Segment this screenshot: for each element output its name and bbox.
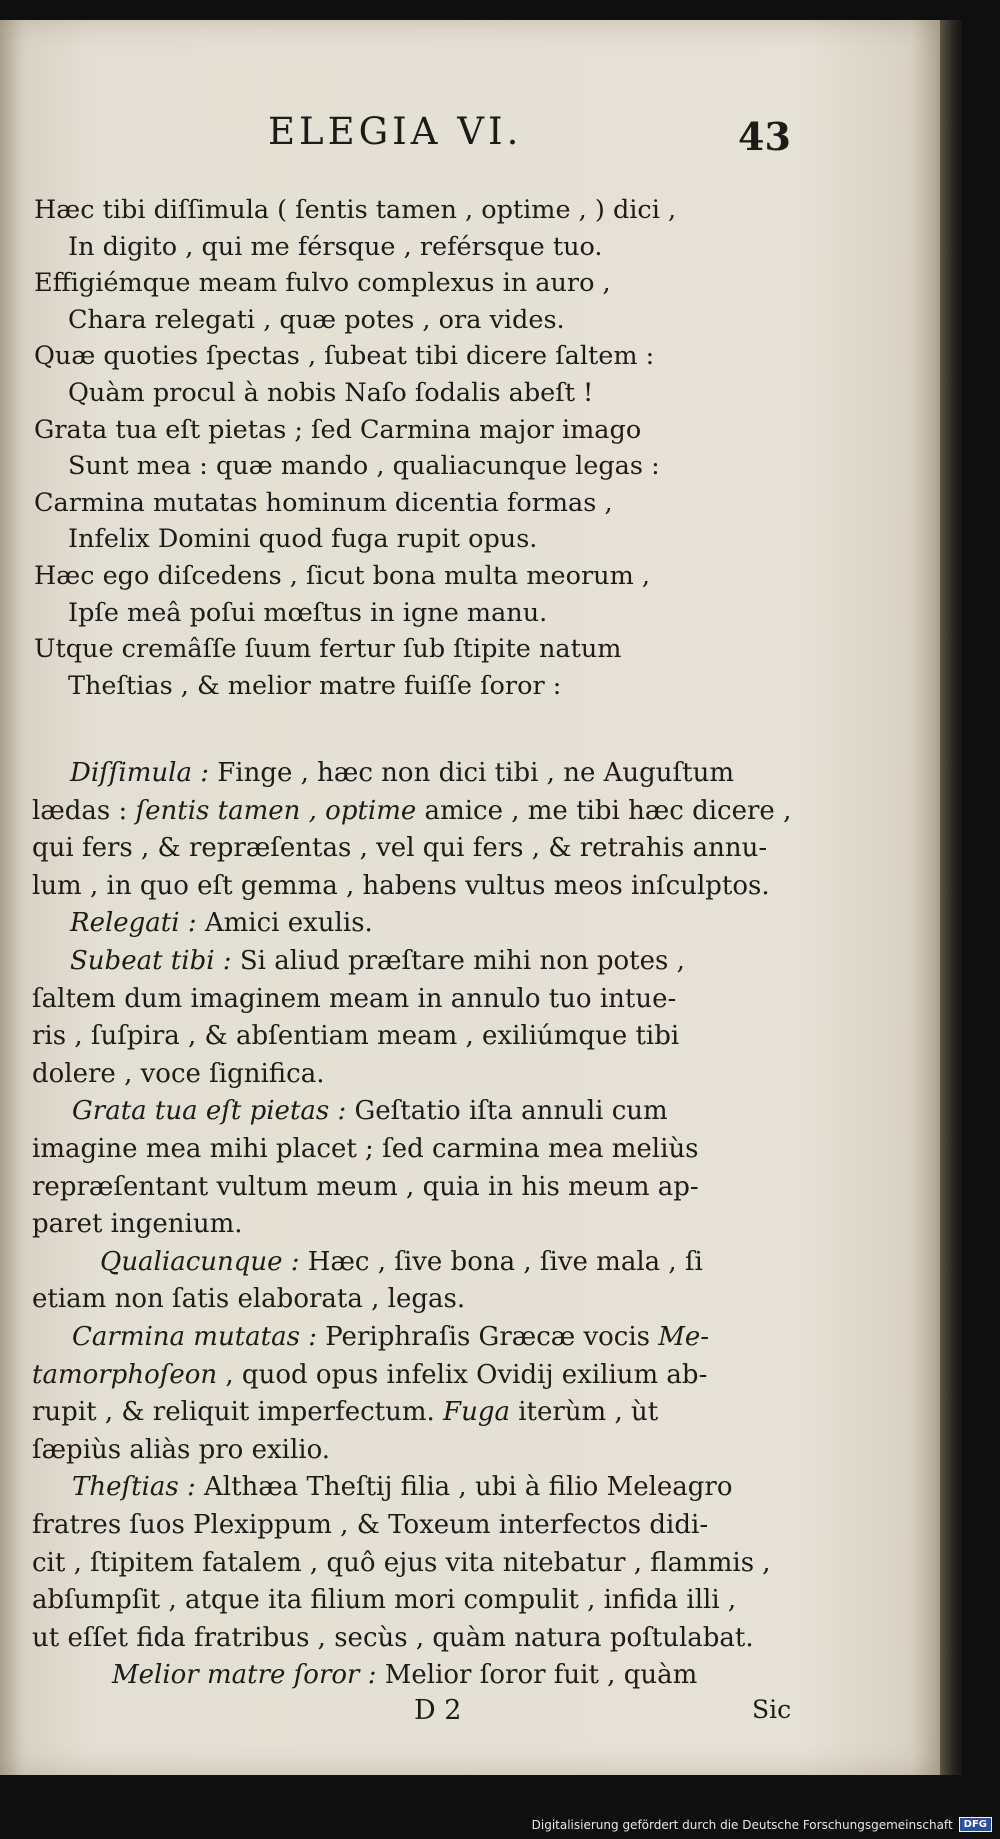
verse-line: Utque cremâſſe ſuum fertur ſub ſtipite natum bbox=[34, 634, 622, 665]
commentary-text: paret ingenium. bbox=[32, 1209, 243, 1240]
commentary-line bbox=[32, 1397, 658, 1427]
commentary-text: Periphraſis Græcæ vocis bbox=[316, 1322, 659, 1352]
commentary-lemma: Diſſimula : bbox=[70, 758, 209, 788]
page-header-title: ELEGIA VI. bbox=[268, 110, 523, 153]
verse-line: Grata tua eſt pietas ; ſed Carmina major imago bbox=[34, 414, 642, 445]
verse-line: Carmina mutatas hominum dicentia formas , bbox=[34, 487, 613, 518]
verse-line: Quæ quoties ſpectas , ſubeat tibi dicere ſaltem : bbox=[34, 341, 655, 372]
commentary-text: Si aliud præſtare mihi non potes , bbox=[231, 946, 685, 976]
commentary-text: imagine mea mihi placet ; ſed carmina mea meliùs bbox=[32, 1134, 699, 1164]
scan-footer-text: Digitalisierung gefördert durch die Deutsche Forschungsgemeinschaft bbox=[531, 1817, 953, 1832]
dfg-logo: DFG bbox=[959, 1817, 992, 1832]
verse-line: Quàm procul à nobis Naſo ſodalis abeſt ! bbox=[68, 378, 594, 408]
commentary-line bbox=[32, 796, 791, 826]
catchword: Sic bbox=[752, 1695, 792, 1724]
commentary-text: iterùm , ùt bbox=[509, 1397, 659, 1428]
commentary-line bbox=[32, 1435, 330, 1465]
commentary-text: ris , ſuſpira , & abſentiam meam , exiliúmque tibi bbox=[32, 1021, 680, 1052]
commentary-text: Hæc , ſive bona , ſive mala , ſi bbox=[299, 1246, 703, 1277]
commentary-line bbox=[32, 1059, 324, 1089]
verse-line: Sunt mea : quæ mando , qualiacunque legas : bbox=[68, 451, 660, 482]
commentary-text: repræſentant vultum meum , quia in his meum ap- bbox=[32, 1171, 699, 1202]
commentary-text: dolere , voce ſignifica. bbox=[32, 1058, 325, 1089]
commentary-text: Althæa Theſtij filia , ubi à filio Meleagro bbox=[195, 1472, 733, 1503]
commentary-text: Melior ſoror fuit , quàm bbox=[376, 1660, 698, 1691]
commentary-line bbox=[112, 1660, 697, 1690]
commentary-text: qui fers , & repræſentas , vel qui fers , & retrahis annu- bbox=[32, 833, 768, 864]
commentary-text: , quod opus infelix Ovidij exilium ab- bbox=[217, 1359, 708, 1390]
commentary-lemma: Fuga bbox=[443, 1397, 510, 1428]
verse-line: Hæc ego diſcedens , ſicut bona multa meorum , bbox=[34, 561, 650, 591]
commentary-text: ut eſſet fida fratribus , secùs , quàm natura poſtulabat. bbox=[32, 1622, 754, 1653]
commentary-line bbox=[70, 908, 373, 938]
commentary-line bbox=[32, 1021, 679, 1051]
commentary-lemma: Me- bbox=[658, 1322, 710, 1352]
commentary-text: rupit , & reliquit imperfectum. bbox=[32, 1397, 444, 1428]
book-page bbox=[0, 20, 940, 1775]
commentary-lemma: Theſtias : bbox=[72, 1472, 196, 1503]
commentary-lemma: Carmina mutatas : bbox=[72, 1322, 317, 1352]
commentary-line bbox=[70, 758, 734, 788]
commentary-line bbox=[32, 984, 676, 1014]
commentary-text: Finge , hæc non dici tibi , ne Auguſtum bbox=[208, 758, 734, 788]
commentary-text: Amici exulis. bbox=[196, 908, 373, 939]
commentary-text: etiam non ſatis elaborata , legas. bbox=[32, 1284, 466, 1315]
commentary-line bbox=[32, 1510, 708, 1540]
commentary-lemma: Relegati : bbox=[70, 908, 197, 939]
commentary-line bbox=[32, 1623, 754, 1653]
verse-line: Theſtias , & melior matre fuiſſe ſoror : bbox=[68, 670, 562, 701]
signature-mark: D 2 bbox=[414, 1695, 462, 1726]
commentary-line bbox=[32, 1585, 736, 1615]
commentary-text: ſæpiùs aliàs pro exilio. bbox=[32, 1434, 331, 1465]
commentary-text: abſumpſit , atque ita filium mori compulit , infida illi , bbox=[32, 1585, 737, 1616]
commentary-line bbox=[32, 1172, 699, 1202]
commentary-lemma: Grata tua eſt pietas : bbox=[72, 1096, 347, 1127]
verse-line: Effigiémque meam fulvo complexus in auro , bbox=[34, 268, 611, 299]
commentary-text: lum , in quo eſt gemma , habens vultus meos inſculptos. bbox=[32, 870, 770, 901]
verse-line: Hæc tibi diſſimula ( ſentis tamen , optime , ) dici , bbox=[34, 195, 677, 225]
commentary-line bbox=[32, 833, 767, 863]
commentary-text: cit , ſtipitem fatalem , quô ejus vita nitebatur , flammis , bbox=[32, 1547, 771, 1578]
commentary-text: ſaltem dum imaginem meam in annulo tuo intue- bbox=[32, 983, 677, 1014]
scan-footer bbox=[532, 1817, 992, 1832]
commentary-line bbox=[32, 1284, 465, 1314]
page-edge-shadow bbox=[940, 20, 962, 1775]
commentary-line bbox=[32, 871, 770, 901]
commentary-text: Geſtatio iſta annuli cum bbox=[346, 1096, 668, 1127]
commentary-lemma: Melior matre ſoror : bbox=[112, 1660, 377, 1691]
commentary-lemma: ſentis tamen , optime bbox=[135, 795, 417, 826]
commentary-text: fratres ſuos Plexippum , & Toxeum interfectos didi- bbox=[32, 1510, 709, 1540]
commentary-line bbox=[72, 1322, 709, 1352]
commentary-text: amice , me tibi hæc dicere , bbox=[416, 795, 792, 826]
commentary-line bbox=[32, 1360, 707, 1390]
commentary-line bbox=[72, 1472, 733, 1502]
commentary-lemma: Subeat tibi : bbox=[70, 946, 232, 976]
commentary-line bbox=[32, 1548, 771, 1578]
commentary-line bbox=[32, 1209, 243, 1239]
verse-line: Infelix Domini quod fuga rupit opus. bbox=[68, 524, 538, 555]
commentary-lemma: tamorphoſeon bbox=[32, 1359, 218, 1390]
commentary-line bbox=[100, 1247, 703, 1277]
commentary-text: lædas : bbox=[32, 795, 136, 826]
page-number: 43 bbox=[738, 114, 791, 159]
verse-line: Ipſe meâ poſui mœſtus in igne manu. bbox=[68, 597, 548, 628]
verse-line: Chara relegati , quæ potes , ora vides. bbox=[68, 304, 565, 335]
commentary-line bbox=[72, 1096, 668, 1126]
commentary-line bbox=[70, 946, 685, 976]
commentary-line bbox=[32, 1134, 699, 1164]
commentary-lemma: Qualiacunque : bbox=[100, 1246, 300, 1277]
verse-line: In digito , qui me férsque , reférsque tuo. bbox=[68, 231, 603, 262]
